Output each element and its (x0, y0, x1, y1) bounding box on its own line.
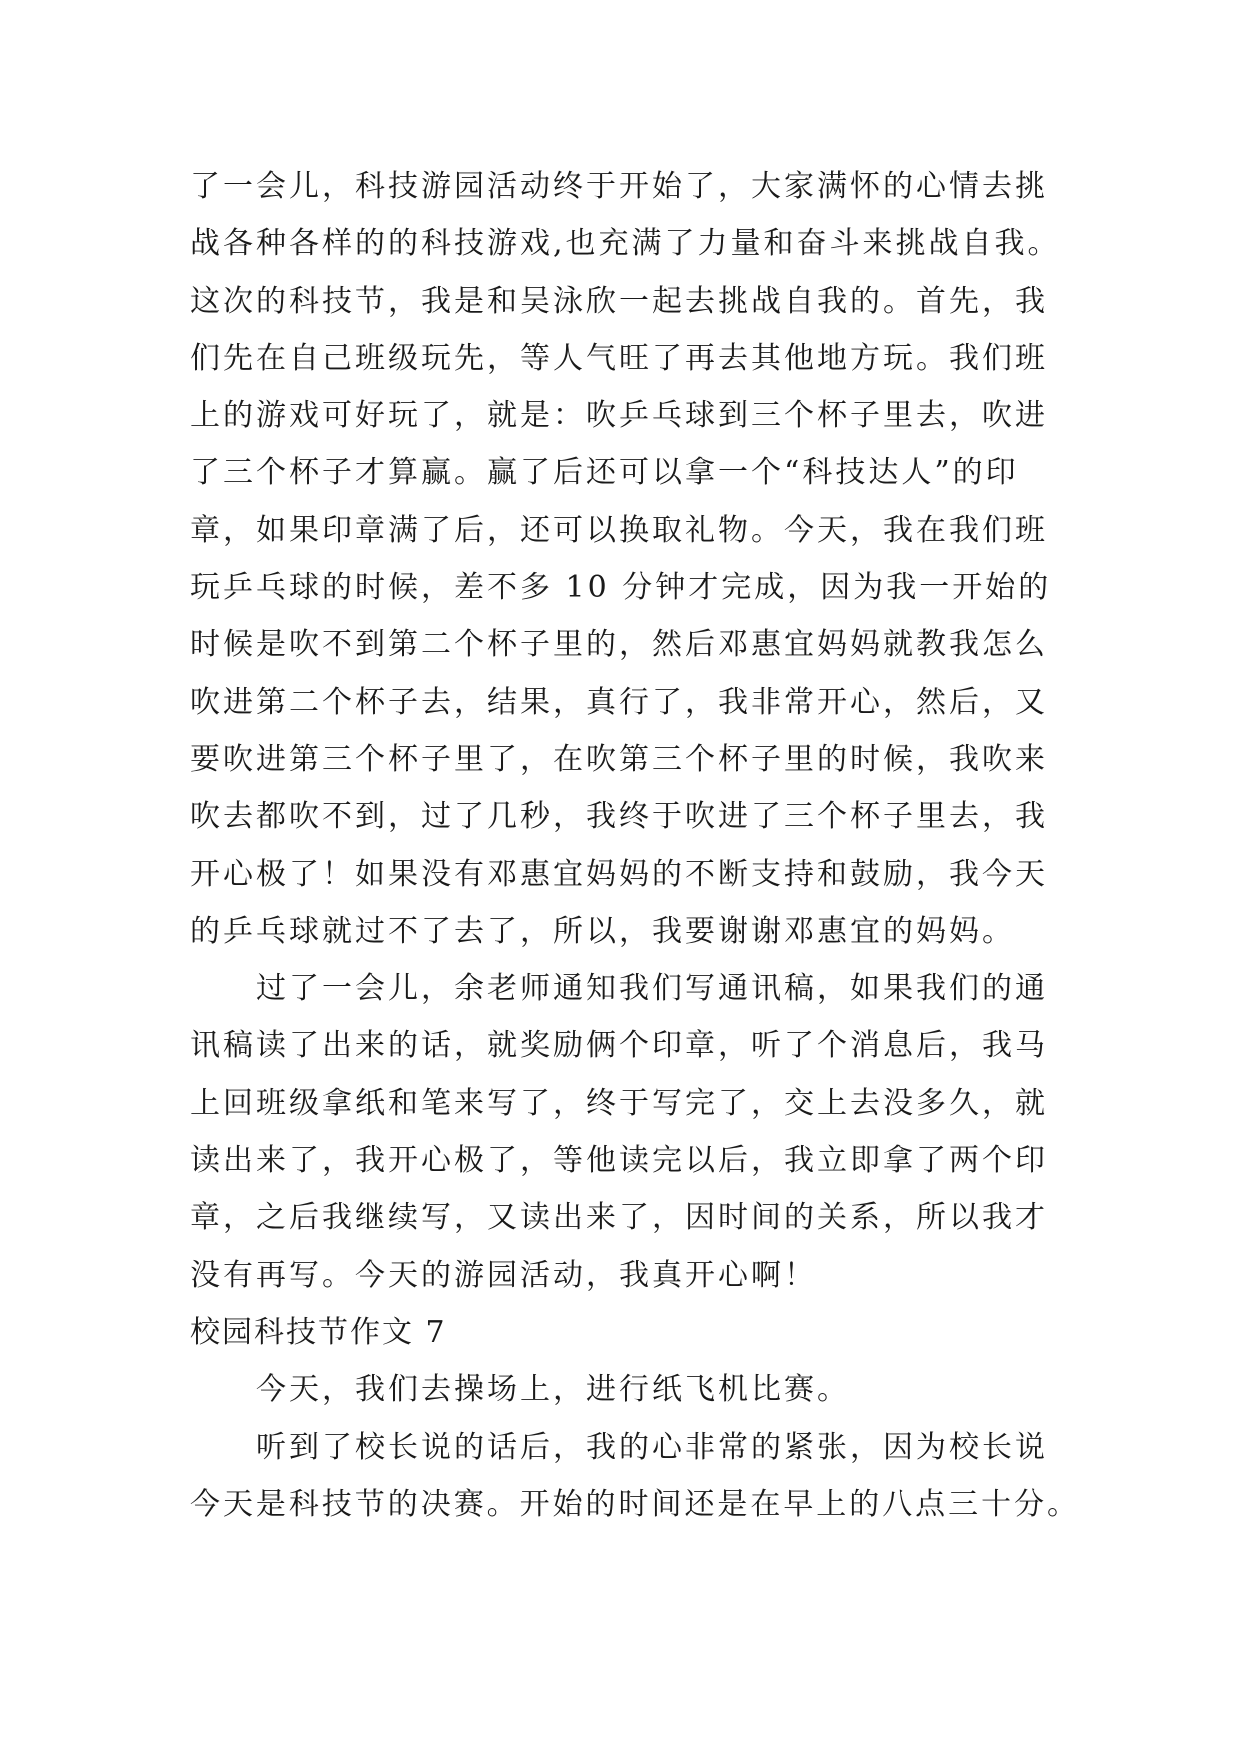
text-line: 没有再写。今天的游园活动，我真开心啊！ (190, 1257, 817, 1293)
text-line: 吹去都吹不到，过了几秒，我终于吹进了三个杯子里去，我 (190, 799, 1048, 835)
text-line: 的乒乓球就过不了去了，所以，我要谢谢邓惠宜的妈妈。 (190, 913, 1015, 949)
text-line: 这次的科技节，我是和吴泳欣一起去挑战自我的。首先，我 (190, 283, 1048, 319)
text-line: 讯稿读了出来的话，就奖励俩个印章，听了个消息后，我马 (190, 1028, 1048, 1064)
section-heading: 校园科技节作文 7 (190, 1314, 447, 1350)
text-line: 要吹进第三个杯子里了，在吹第三个杯子里的时候，我吹来 (190, 741, 1048, 777)
text-line: 了一会儿，科技游园活动终于开始了，大家满怀的心情去挑 (190, 169, 1048, 204)
text-line: 开心极了！如果没有邓惠宜妈妈的不断支持和鼓励，我今天 (190, 856, 1048, 892)
text-line: 时候是吹不到第二个杯子里的，然后邓惠宜妈妈就教我怎么 (190, 627, 1048, 663)
paragraph-start-line: 过了一会儿，余老师通知我们写通讯稿，如果我们的通 (256, 971, 1048, 1007)
text-line: 章，如果印章满了后，还可以换取礼物。今天，我在我们班 (190, 512, 1048, 548)
text-line: 们先在自己班级玩先，等人气旺了再去其他地方玩。我们班 (190, 340, 1048, 376)
text-line: 章，之后我继续写，又读出来了，因时间的关系，所以我才 (190, 1200, 1048, 1236)
paragraph-start-line: 今天，我们去操场上，进行纸飞机比赛。 (256, 1372, 850, 1408)
text-line: 读出来了，我开心极了，等他读完以后，我立即拿了两个印 (190, 1143, 1048, 1179)
text-line: 玩乒乓球的时候，差不多 10 分钟才完成，因为我一开始的 (190, 570, 1052, 606)
text-line: 吹进第二个杯子去，结果，真行了，我非常开心，然后，又 (190, 684, 1048, 720)
text-line: 了三个杯子才算赢。赢了后还可以拿一个“科技达人”的印 (190, 455, 1019, 491)
text-line: 上回班级拿纸和笔来写了，终于写完了，交上去没多久，就 (190, 1085, 1048, 1121)
text-line: 今天是科技节的决赛。开始的时间还是在早上的八点三十分。 (190, 1486, 1080, 1522)
paragraph-start-line: 听到了校长说的话后，我的心非常的紧张，因为校长说 (256, 1429, 1048, 1465)
text-line: 上的游戏可好玩了，就是：吹乒乓球到三个杯子里去，吹进 (190, 398, 1048, 434)
text-line: 战各种各样的的科技游戏,也充满了力量和奋斗来挑战自我。 (190, 226, 1061, 262)
essay-text (190, 158, 1080, 1533)
